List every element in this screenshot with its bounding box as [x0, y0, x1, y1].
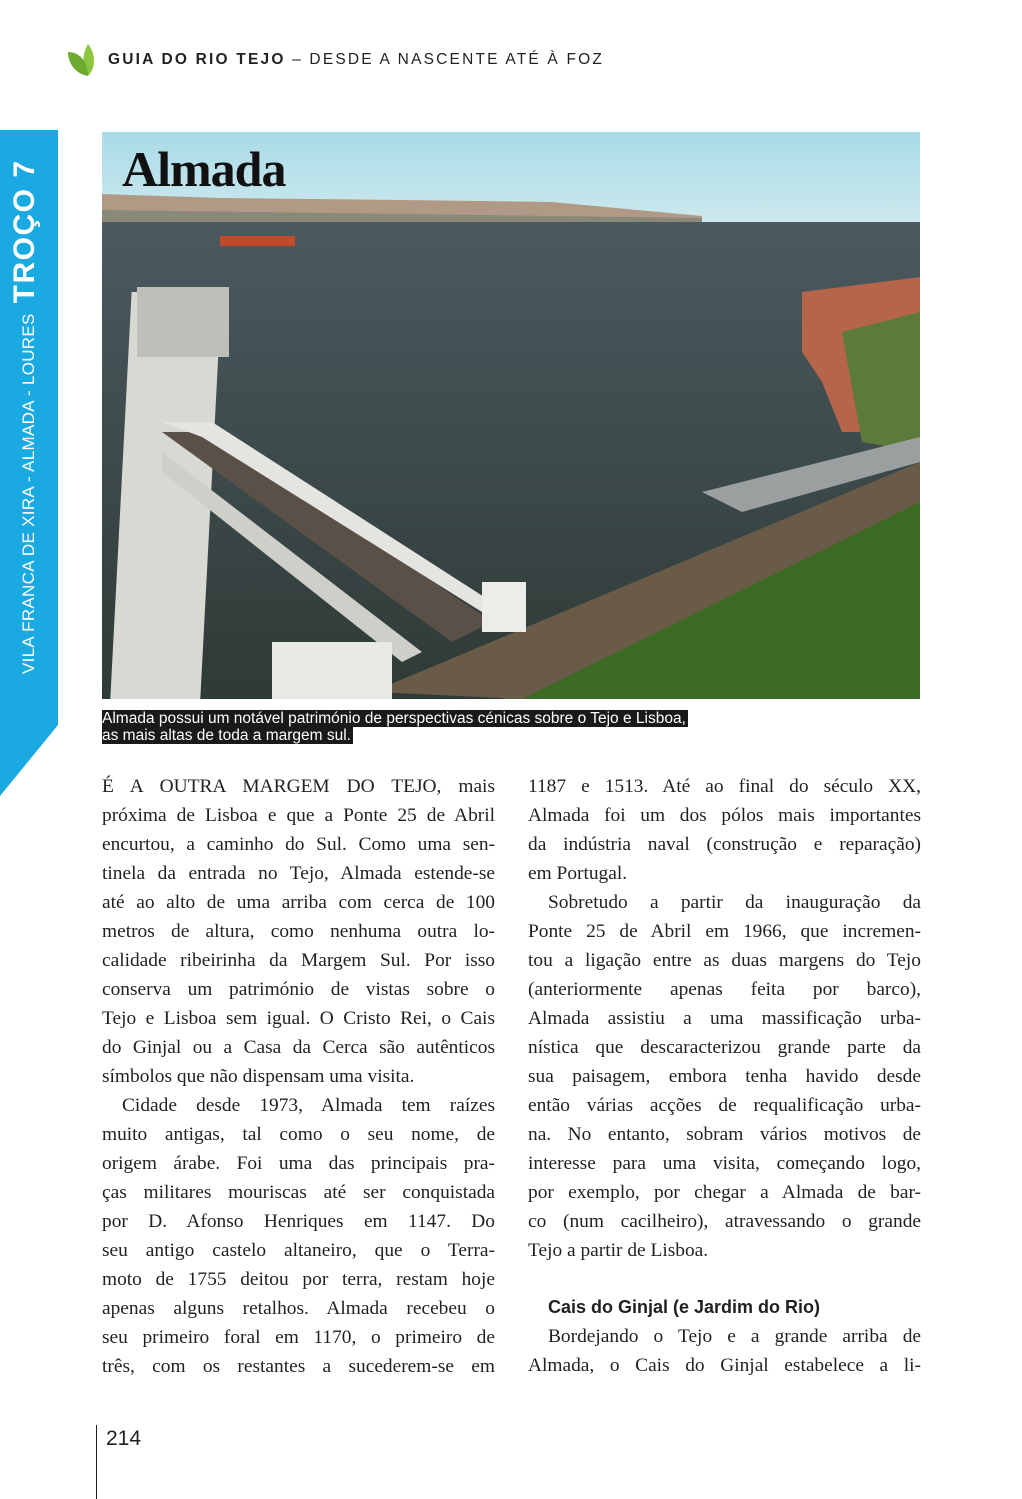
- section-tab-text: [8, 134, 42, 674]
- section-heading: Cais do Ginjal (e Jardim do Rio): [548, 1297, 821, 1317]
- text-line: É A OUTRA MARGEM DO TEJO, mais: [102, 776, 495, 797]
- text-line: tou a ligação entre as duas margens do Tejo: [528, 950, 921, 971]
- text-line: moto de 1755 deitou por terra, restam hoje: [102, 1269, 495, 1290]
- text-line: 1187 e 1513. Até ao final do século XX,: [528, 776, 921, 797]
- text-line: co (num cacilheiro), atravessando o grande: [528, 1211, 921, 1232]
- caption-line: Almada possui um notável património de perspectivas cénicas sobre o Tejo e Lisboa,: [102, 710, 686, 727]
- text-line: Ponte 25 de Abril em 1966, que incremen-: [528, 921, 921, 942]
- text-line: Tejo e Lisboa sem igual. O Cristo Rei, o Cais: [102, 1008, 495, 1029]
- text-line: próxima de Lisboa e que a Ponte 25 de Abril: [102, 805, 495, 826]
- text-line: por exemplo, por chegar a Almada de bar-: [528, 1182, 921, 1203]
- text-line: origem árabe. Foi uma das principais pra-: [102, 1153, 495, 1174]
- text-line: metros de altura, como nenhuma outra lo-: [102, 921, 495, 942]
- text-line: muito antigas, tal como o seu nome, de: [102, 1124, 495, 1145]
- page-number: 214: [106, 1427, 142, 1450]
- text-line: Sobretudo a partir da inauguração da: [548, 892, 921, 913]
- text-line: encurtou, a caminho do Sul. Como uma sen-: [102, 834, 495, 855]
- caption-line: as mais altas de toda a margem sul.: [102, 727, 351, 744]
- header-text: GUIA DO RIO TEJO – DESDE A NASCENTE ATÉ À FOZ: [108, 51, 605, 68]
- text-line: Cidade desde 1973, Almada tem raízes: [122, 1095, 495, 1116]
- footer-rule: [96, 1425, 97, 1499]
- text-line: sua paisagem, embora tenha havido desde: [528, 1066, 921, 1087]
- photo-title: Almada: [122, 141, 286, 197]
- text-line: apenas alguns retalhos. Almada recebeu o: [102, 1298, 495, 1319]
- text-line: tinela da entrada no Tejo, Almada estende-se: [102, 863, 495, 884]
- text-line: em Portugal.: [528, 863, 628, 884]
- text-line: até ao alto de uma arriba com cerca de 100: [102, 892, 495, 913]
- leaf-logo-icon: [66, 42, 100, 78]
- text-line: da indústria naval (construção e reparação): [528, 834, 921, 855]
- text-line: conserva um património de vistas sobre o: [102, 979, 495, 1000]
- photo-caption: [102, 710, 688, 744]
- text-line: ças militares mouriscas até ser conquistada: [102, 1182, 495, 1203]
- text-line: na. No entanto, sobram vários motivos de: [528, 1124, 921, 1145]
- text-line: por D. Afonso Henriques em 1147. Do: [102, 1211, 495, 1232]
- text-line: Almada, o Cais do Ginjal estabelece a li-: [528, 1355, 921, 1376]
- text-line: Tejo a partir de Lisboa.: [528, 1240, 709, 1261]
- text-line: Bordejando o Tejo e a grande arriba de: [548, 1326, 921, 1347]
- text-line: seu antigo castelo altaneiro, que o Terra-: [102, 1240, 495, 1261]
- section-label: TROÇO 7: [8, 159, 41, 304]
- text-line: interesse para uma visita, começando logo,: [528, 1153, 921, 1174]
- left-column: [102, 772, 495, 1381]
- text-line: nística que descaracterizou grande parte da: [528, 1037, 921, 1058]
- text-line: (anteriormente apenas feita por barco),: [528, 979, 921, 1000]
- almada-photo: [102, 132, 920, 699]
- running-header: [66, 42, 604, 78]
- text-line: três, com os restantes a sucederem-se em: [102, 1356, 495, 1377]
- text-line: do Ginjal ou a Casa da Cerca são autênticos: [102, 1037, 495, 1058]
- text-line: Almada foi um dos pólos mais importantes: [528, 805, 921, 826]
- text-line: símbolos que não dispensam uma visita.: [102, 1066, 415, 1087]
- text-line: calidade ribeirinha da Margem Sul. Por isso: [102, 950, 495, 971]
- text-line: então várias acções de requalificação urba-: [528, 1095, 921, 1116]
- route-label: VILA FRANCA DE XIRA - ALMADA - LOURES: [19, 313, 38, 674]
- right-column: [528, 772, 921, 1380]
- text-line: seu primeiro foral em 1170, o primeiro de: [102, 1327, 495, 1348]
- text-line: Almada assistiu a uma massificação urba-: [528, 1008, 921, 1029]
